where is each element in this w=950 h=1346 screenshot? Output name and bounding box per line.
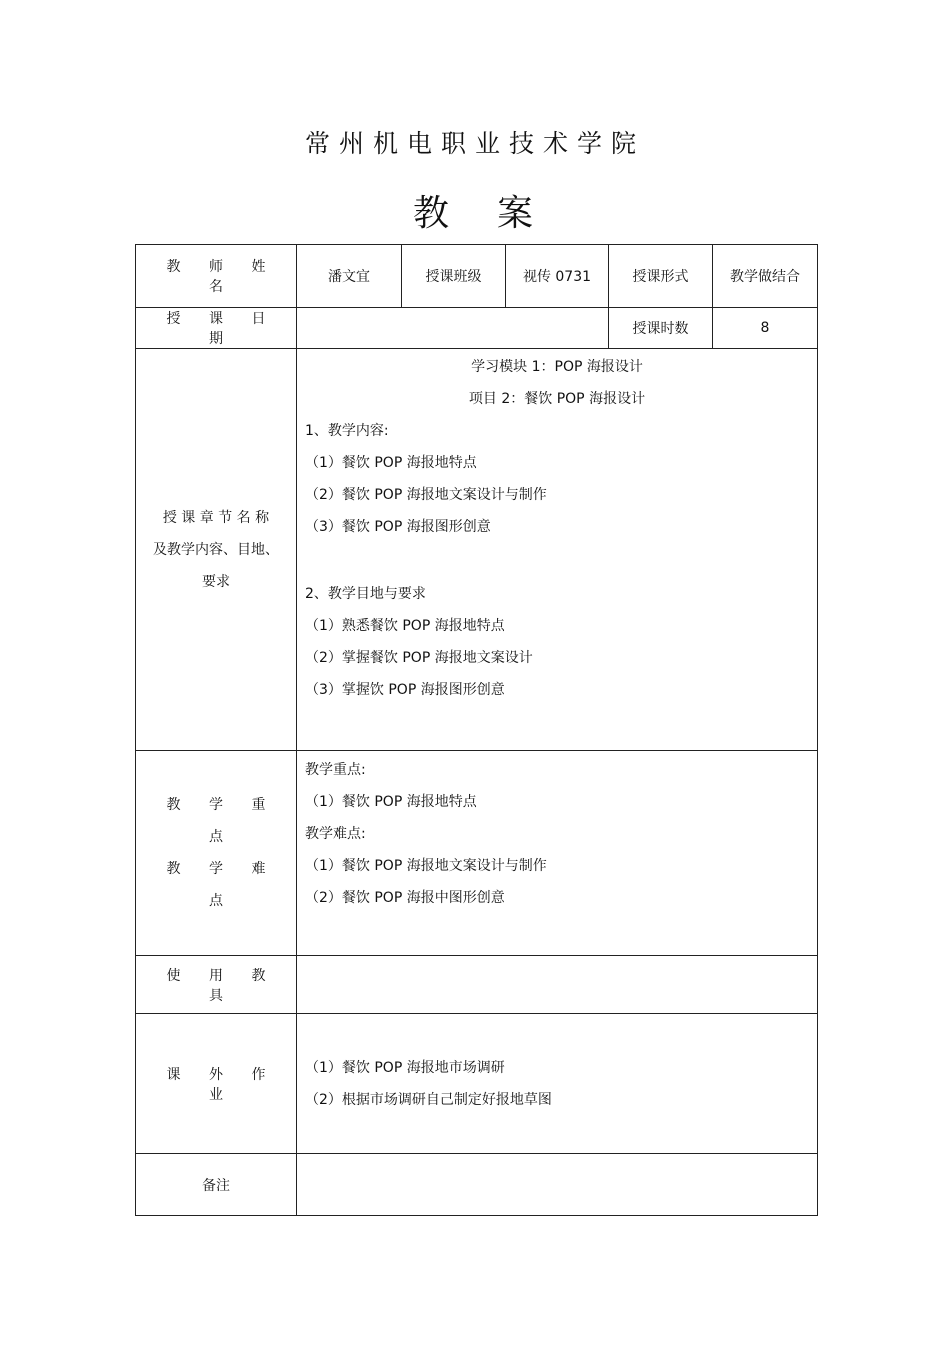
key-heading: 教学重点: (305, 762, 366, 778)
row-teacher (136, 245, 818, 308)
list-item: （1）熟悉餐饮 POP 海报地特点 (305, 618, 505, 634)
homework-label: 课 外 作 业 (136, 1014, 297, 1154)
class-value: 视传 0731 (506, 245, 609, 308)
remarks-value (297, 1154, 818, 1216)
row-tools (136, 956, 818, 1014)
hours-value: 8 (713, 308, 818, 349)
focus-content (297, 751, 818, 956)
remarks-label: 备注 (136, 1154, 297, 1216)
chapter-label-line3: 要求 (202, 573, 230, 590)
list-item: （3）餐饮 POP 海报图形创意 (305, 519, 491, 535)
row-homework (136, 1014, 818, 1154)
teacher-name-label: 教 师 姓 名 (136, 245, 297, 308)
row-remarks (136, 1154, 818, 1216)
tools-value (297, 956, 818, 1014)
row-date (136, 308, 818, 349)
homework-content (297, 1014, 818, 1154)
school-name: 常州机电职业技术学院 (304, 129, 645, 158)
chapter-label (136, 349, 297, 751)
tools-label: 使 用 教 具 (136, 956, 297, 1014)
list-item: （1）餐饮 POP 海报地特点 (305, 455, 477, 471)
list-item: （2）餐饮 POP 海报地文案设计与制作 (305, 487, 547, 503)
class-label: 授课班级 (402, 245, 506, 308)
date-value (297, 308, 609, 349)
list-item: （3）掌握饮 POP 海报图形创意 (305, 682, 505, 698)
chapter-label-line2: 及教学内容、目地、 (153, 541, 279, 558)
focus-label-line1: 教 学 重 点 (166, 797, 278, 845)
project-title: 项目 2：餐饮 POP 海报设计 (468, 391, 646, 407)
focus-label-line2: 教 学 难 点 (166, 861, 278, 909)
module-title: 学习模块 1：POP 海报设计 (471, 359, 643, 375)
chapter-content (297, 349, 818, 751)
difficult-heading: 教学难点: (305, 826, 366, 842)
list-item: （2）掌握餐饮 POP 海报地文案设计 (305, 650, 533, 666)
list-item: （2）根据市场调研自己制定好报地草图 (305, 1091, 552, 1108)
date-label: 授 课 日 期 (136, 308, 297, 349)
row-focus (136, 751, 818, 956)
hours-label: 授课时数 (609, 308, 713, 349)
goal-heading: 2、教学目地与要求 (305, 586, 426, 602)
list-item: （1）餐饮 POP 海报地特点 (305, 794, 477, 810)
content-heading: 1、教学内容: (305, 423, 389, 439)
focus-label (136, 751, 297, 956)
list-item: （1）餐饮 POP 海报地文案设计与制作 (305, 858, 547, 874)
list-item: （1）餐饮 POP 海报地市场调研 (305, 1059, 505, 1076)
document-title: 教案 (412, 193, 581, 234)
teacher-name-value: 潘文宜 (297, 245, 402, 308)
lesson-plan-table (135, 244, 818, 1216)
chapter-label-line1: 授 课 章 节 名 称 (162, 509, 270, 526)
teaching-form-label: 授课形式 (609, 245, 713, 308)
list-item: （2）餐饮 POP 海报中图形创意 (305, 890, 505, 906)
teaching-form-value: 教学做结合 (713, 245, 818, 308)
row-chapter (136, 349, 818, 751)
